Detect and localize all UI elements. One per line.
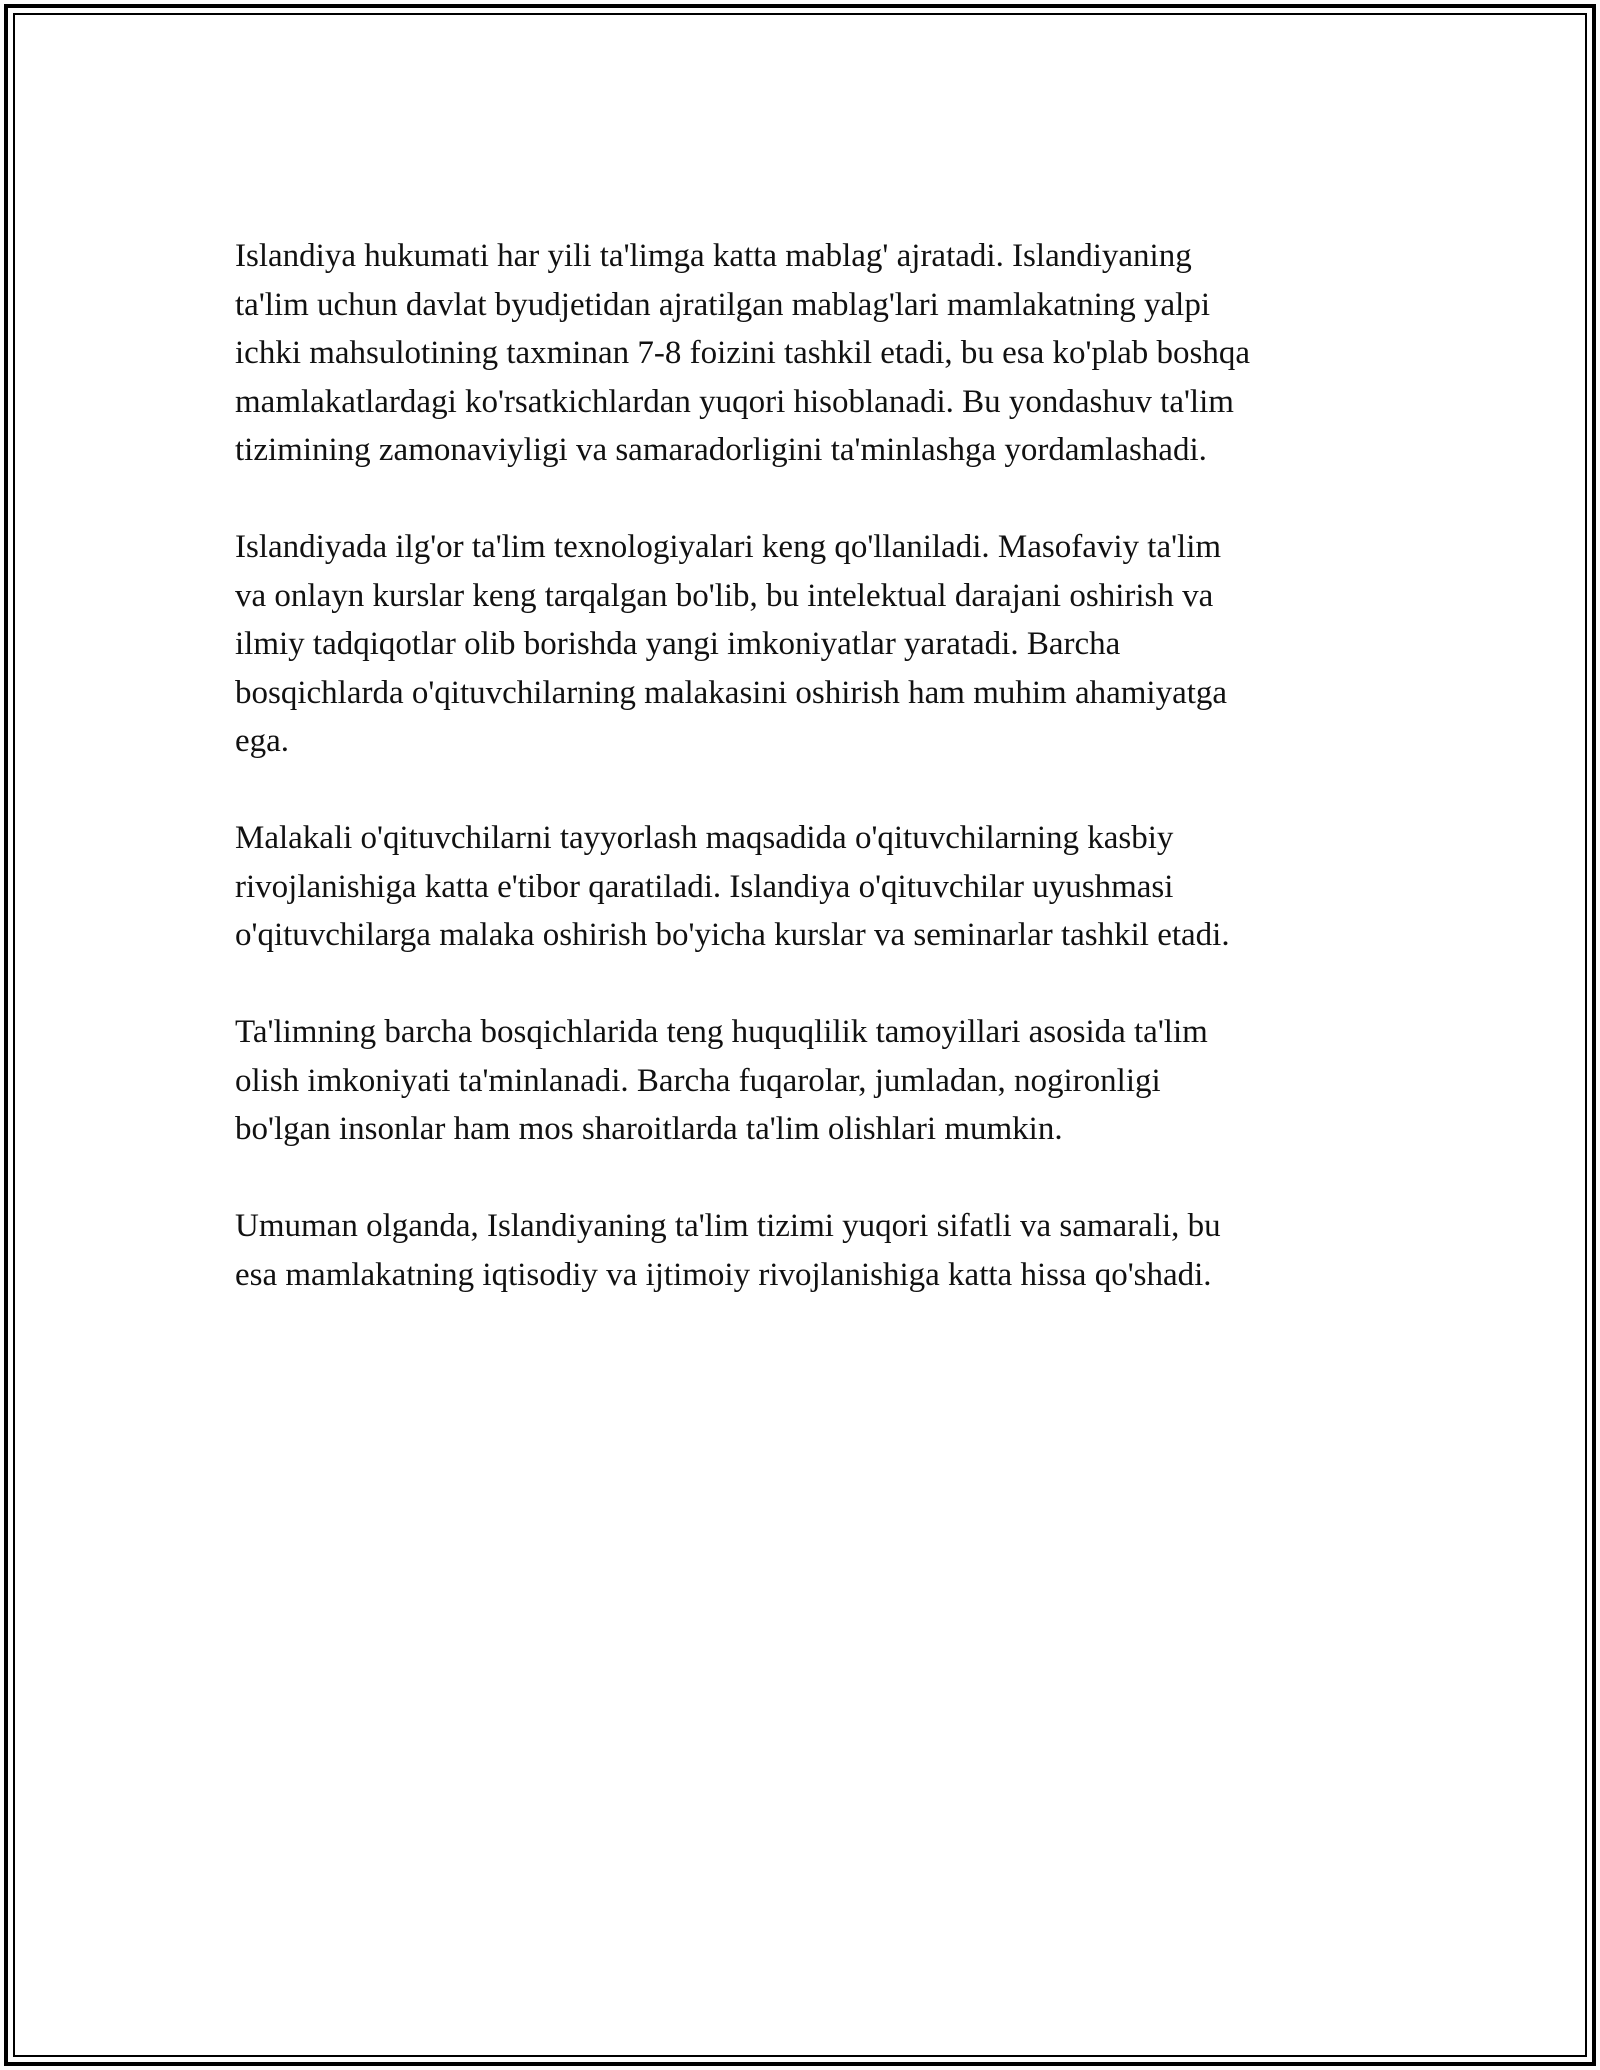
paragraph-education-funding: Islandiya hukumati har yili ta'limga katta mablag' ajratadi. Islandiyaning ta'lim uchun davlat byudjetidan ajratilgan mablag'lari mamlakatning yalpi ichki mahsulotining taxminan 7-8 foizini tashkil etadi, bu esa ko'plab boshqa mamlakatlardagi ko'rsatkichlardan yuqori hisoblanadi. Bu yondashuv ta'lim tizimining zamonaviyligi va samaradorligini ta'minlashga yordamlashadi. (235, 238, 1251, 468)
paragraph-teacher-training: Malakali o'qituvchilarni tayyorlash maqsadida o'qituvchilarning kasbiy rivojlanishiga katta e'tibor qaratiladi. Islandiya o'qituvchilar uyushmasi o'qituvchilarga malaka oshirish bo'yicha kurslar va seminarlar tashkil etadi. (235, 820, 1230, 953)
paragraph-education-technology: Islandiyada ilg'or ta'lim texnologiyalari keng qo'llaniladi. Masofaviy ta'lim va onlayn kurslar keng tarqalgan bo'lib, bu intelektual darajani oshirish va ilmiy tadqiqotlar olib borishda yangi imkoniyatlar yaratadi. Barcha bosqichlarda o'qituvchilarning malakasini oshirish ham muhim ahamiyatga ega. (235, 529, 1228, 759)
document-body (235, 232, 1375, 1348)
paragraph-equal-access: Ta'limning barcha bosqichlarida teng huquqlilik tamoyillari asosida ta'lim olish imkoniyati ta'minlanadi. Barcha fuqarolar, jumladan, nogironligi bo'lgan insonlar ham mos sharoitlarda ta'lim olishlari mumkin. (235, 1014, 1208, 1147)
paragraph-conclusion: Umuman olganda, Islandiyaning ta'lim tizimi yuqori sifatli va samarali, bu esa mamlakatning iqtisodiy va ijtimoiy rivojlanishiga katta hissa qo'shadi. (235, 1208, 1221, 1293)
